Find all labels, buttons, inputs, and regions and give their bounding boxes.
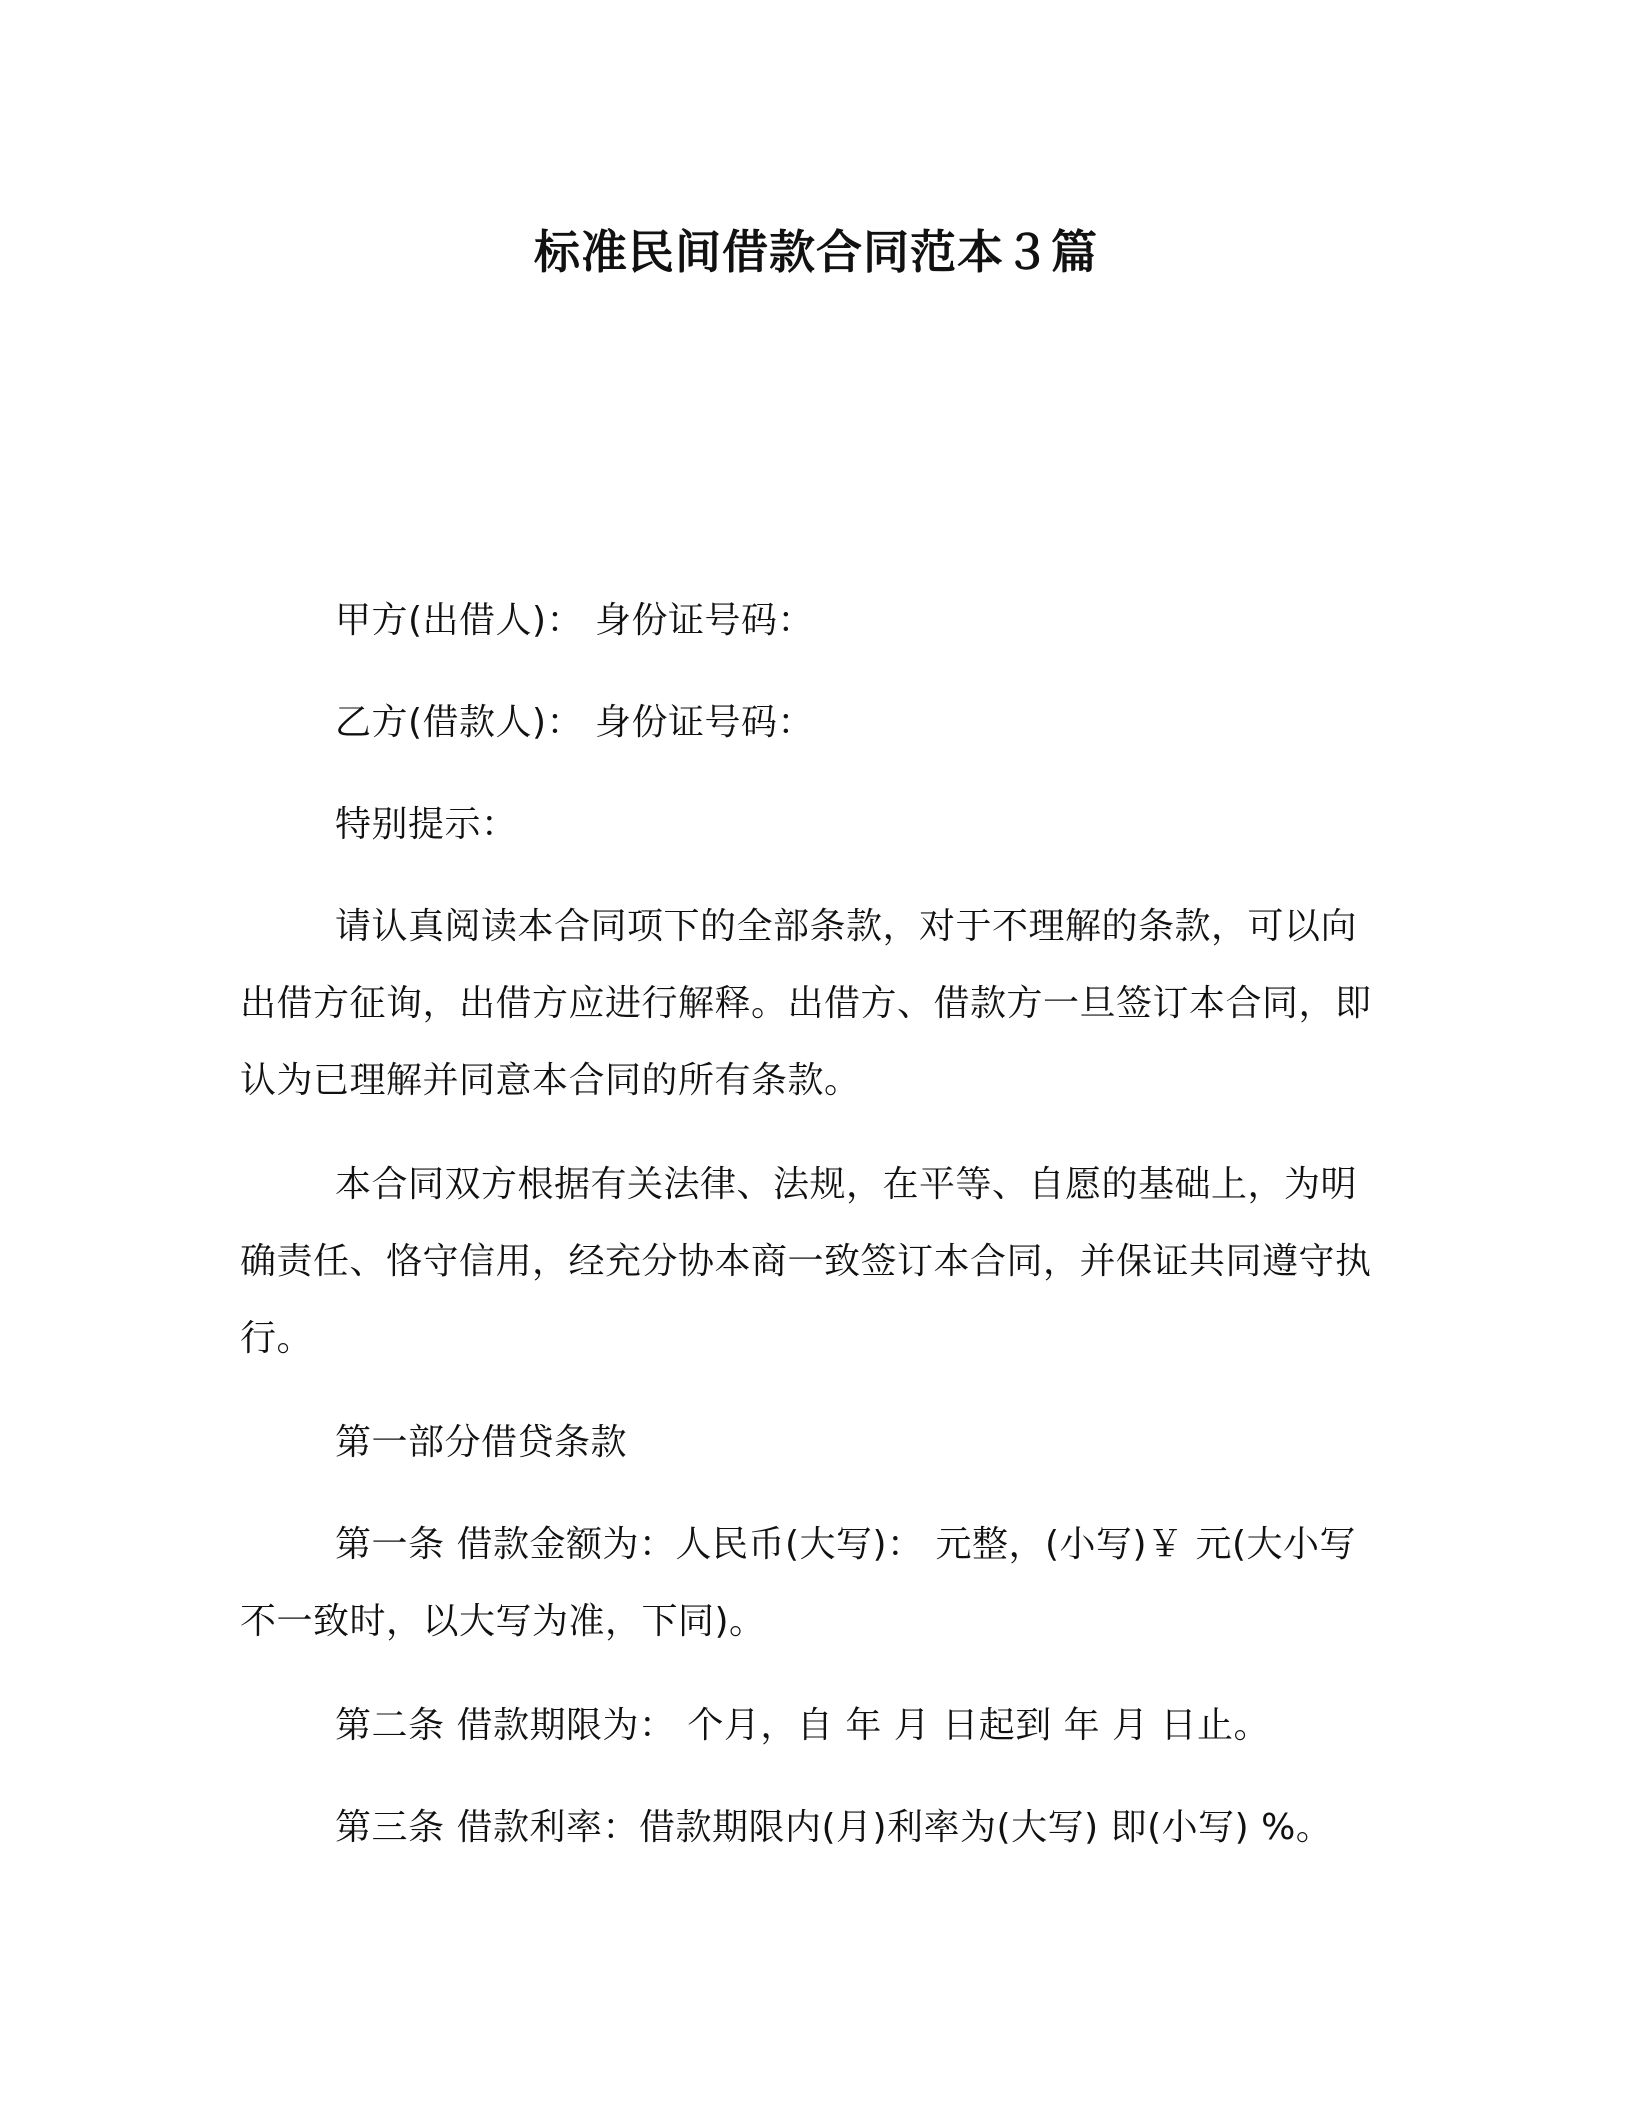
article-one-loan-amount: 第一条 借款金额为：人民币(大写)： 元整，(小写)￥ 元(大小写不一致时，以大写为准，下同)。 [240,1524,1357,1642]
article-three-interest-rate: 第三条 借款利率：借款期限内(月)利率为(大写) 即(小写) %。 [335,1807,1333,1848]
lender-line: 甲方(出借人)： 身份证号码： [335,600,815,641]
borrower-line: 乙方(借款人)： 身份证号码： [335,702,815,743]
part-one-heading: 第一部分借贷条款 [335,1422,628,1463]
special-notice-heading: 特别提示： [335,804,518,845]
notice-paragraph: 请认真阅读本合同项下的全部条款，对于不理解的条款，可以向出借方征询，出借方应进行解释。出借方、借款方一旦签订本合同，即认为已理解并同意本合同的所有条款。 [240,906,1372,1101]
document-title: 标准民间借款合同范本３篇 [534,225,1098,279]
article-two-loan-term: 第二条 借款期限为： 个月，自 年 月 日起到 年 月 日止。 [335,1705,1271,1746]
agreement-paragraph: 本合同双方根据有关法律、法规，在平等、自愿的基础上，为明确责任、恪守信用，经充分协本商一致签订本合同，并保证共同遵守执行。 [240,1164,1372,1359]
